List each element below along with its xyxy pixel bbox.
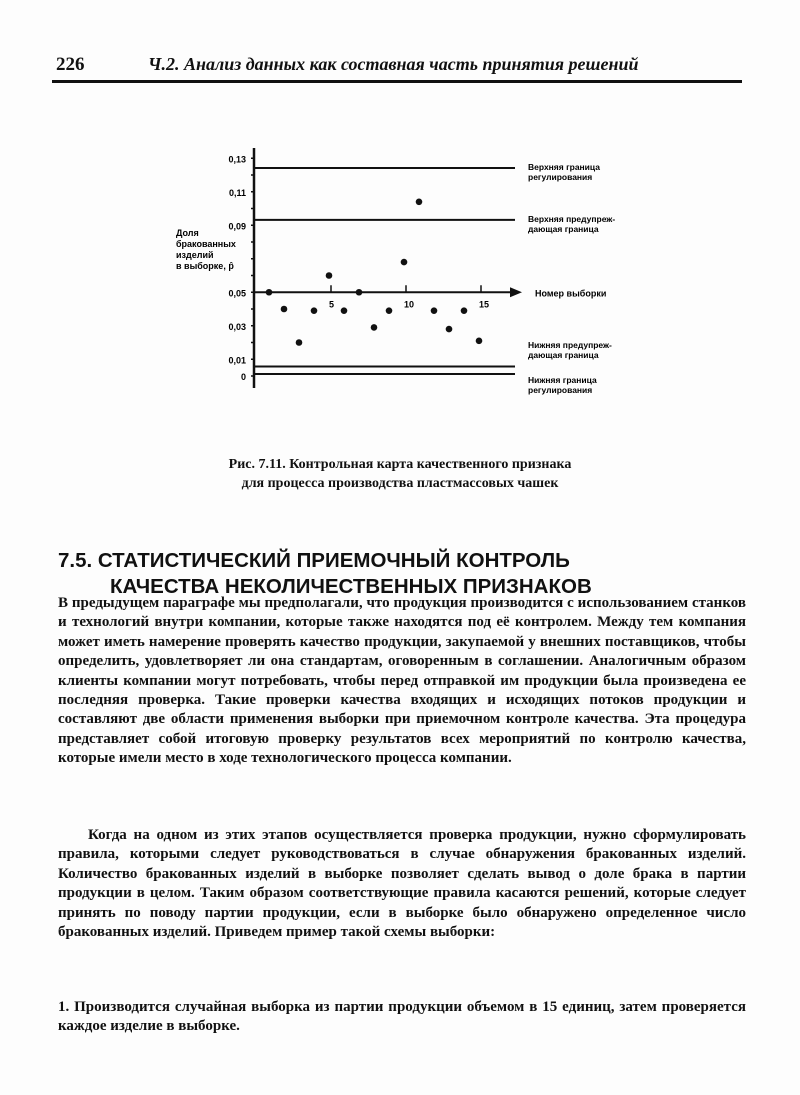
control-chart [0, 0, 800, 440]
control-line-label: дающая граница [528, 224, 599, 234]
y-axis-label: Доля [176, 228, 199, 238]
running-title: Ч.2. Анализ данных как составная часть принятия решений [148, 54, 639, 74]
control-line-label: Верхняя граница [528, 162, 600, 172]
y-axis-label: изделий [176, 250, 214, 260]
control-line-label: Нижняя граница [528, 375, 597, 385]
paragraph: Когда на одном из этих этапов осуществляется проверка продукции, нужно сформулировать правила, которыми следует руководствоваться в случае обнаружения бракованных изделий. Количество бракованных изделий в выборке позволяет сделать вывод о доле брака в партии продукции в целом. Таким образом соответствующие правила касаются решений, которые следует принять по поводу партии продукции, если в выборке было обнаружено определенное число бракованных изделий. Приведем пример такой схемы выборки: [58, 827, 746, 941]
x-tick-label: 5 [329, 299, 335, 310]
caption-line: для процесса производства пластмассовых чашек [241, 476, 559, 491]
data-point [431, 307, 438, 314]
caption-line: Рис. 7.11. Контрольная карта качественного признака [228, 457, 572, 472]
y-tick-label: 0,03 [228, 321, 246, 332]
section-title-line: 7.5. СТАТИСТИЧЕСКИЙ ПРИЕМОЧНЫЙ КОНТРОЛЬ [58, 549, 570, 572]
y-tick-label: 0,01 [228, 355, 246, 366]
control-line-label: Нижняя предупреж- [528, 340, 612, 350]
y-axis-label: в выборке, p̂ [176, 261, 234, 271]
section-title-line: КАЧЕСТВА НЕКОЛИЧЕСТВЕННЫХ ПРИЗНАКОВ [110, 575, 592, 598]
control-line-label: Верхняя предупреж- [528, 214, 616, 224]
data-point [446, 326, 453, 333]
data-point [401, 259, 408, 266]
data-point [356, 289, 363, 296]
data-point [386, 307, 393, 314]
y-tick-label: 0,13 [228, 154, 246, 165]
data-point [266, 289, 273, 296]
y-axis-label: бракованных [176, 239, 236, 249]
data-point [296, 339, 303, 346]
y-tick-label: 0,05 [228, 288, 246, 299]
data-point [416, 199, 423, 206]
x-tick-label: 15 [479, 299, 490, 310]
section-title [58, 548, 592, 600]
x-tick-label: 10 [404, 299, 415, 310]
paragraph: В предыдущем параграфе мы предполагали, что продукция производится с использованием станков и технологий внутри компании, которые также находятся под её контролем. Между тем компания может иметь намерение проверять качество продукции, закупаемой у внешних поставщиков, чтобы определить, удовлетворяет ли она стандартам, оговоренным в соглашении. Аналогичным образом клиенты компании могут потребовать, чтобы перед отправкой им продукции была произведена ее последняя проверка. Такие проверки качества входящих и исходящих потоков продукции и составляют две области применения выборки при приемочном контроле качества. Эта процедура представляет собой итоговую проверку результатов всех мероприятий по контролю качества, которые имели место в ходе технологического процесса компании. [58, 595, 746, 767]
page-number: 226 [56, 54, 85, 75]
data-point [476, 338, 483, 345]
x-axis-label: Номер выборки [535, 288, 607, 299]
data-point [341, 307, 348, 314]
list-item: 1. Производится случайная выборка из партии продукции объемом в 15 единиц, затем проверяется каждое изделие в выборке. [58, 999, 746, 1035]
data-point [311, 307, 318, 314]
figure-caption [0, 455, 800, 493]
y-tick-label: 0 [240, 372, 246, 382]
control-line-label: регулирования [528, 172, 593, 182]
data-point [326, 272, 333, 279]
y-tick-label: 0,11 [228, 187, 246, 198]
data-point [281, 306, 288, 313]
x-axis-arrow [510, 287, 522, 297]
y-tick-label: 0,09 [228, 221, 246, 232]
control-line-label: дающая граница [528, 350, 599, 360]
data-point [371, 324, 378, 331]
control-line-label: регулирования [528, 385, 593, 395]
data-point [461, 307, 468, 314]
